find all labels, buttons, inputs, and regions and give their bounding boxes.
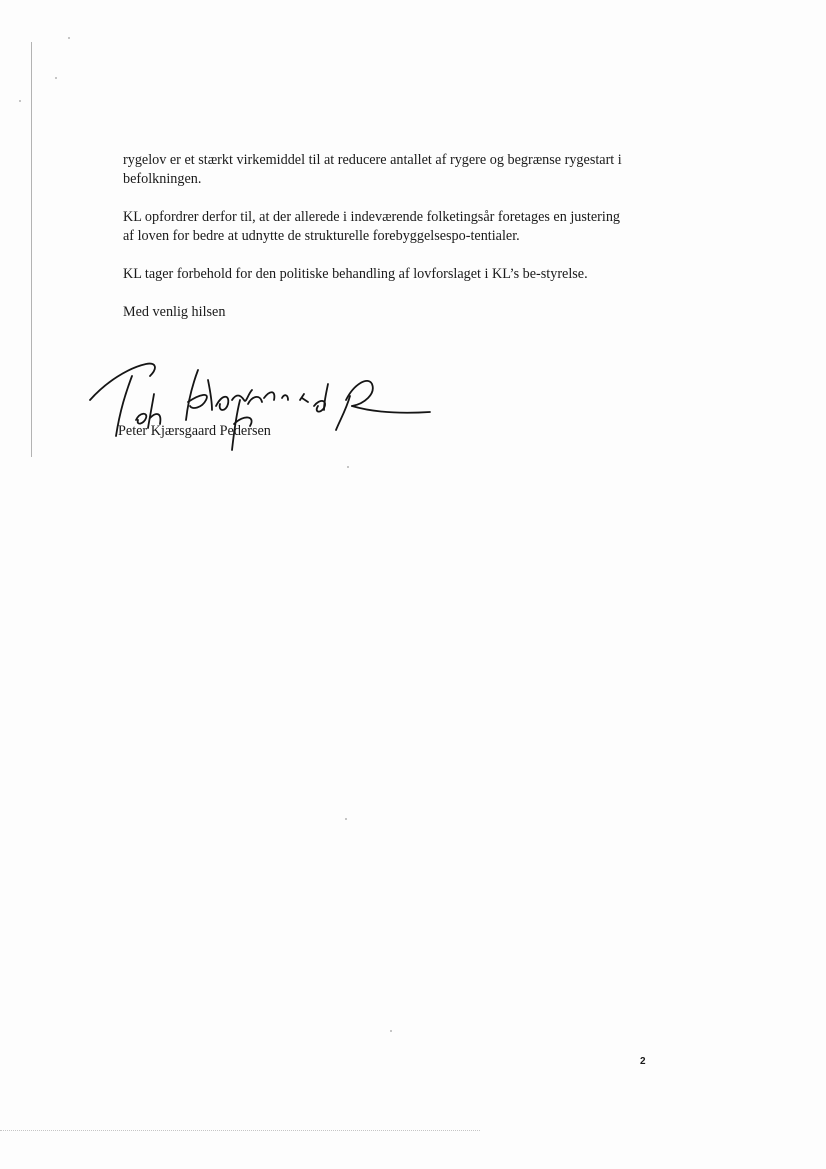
- signer-name: Peter Kjærsgaard Pedersen: [118, 423, 271, 439]
- scan-speck: [55, 77, 57, 79]
- scan-binder-line: [31, 42, 32, 457]
- closing-greeting: Med venlig hilsen: [123, 304, 226, 320]
- paragraph-request-adjustment: KL opfordrer derfor til, at der allerede i indeværende folketingsår foretages en justering af loven for bedre at udnytte de strukturelle forebyggelsespo-tentialer.: [123, 209, 621, 244]
- paragraph-reservation: KL tager forbehold for den politiske behandling af lovforslaget i KL’s be-styrelse.: [123, 266, 588, 282]
- scan-speck: [345, 818, 347, 820]
- scan-speck: [68, 37, 70, 39]
- letter-body: [123, 151, 623, 322]
- page-number: 2: [640, 1056, 646, 1067]
- scan-speck: [347, 466, 349, 468]
- scan-speck: [19, 100, 21, 102]
- scan-bottom-noise: [0, 1130, 480, 1132]
- paragraph-smoking-law: rygelov er et stærkt virkemiddel til at reducere antallet af rygere og begrænse rygestart i befolkningen.: [123, 152, 622, 187]
- scan-speck: [390, 1030, 392, 1032]
